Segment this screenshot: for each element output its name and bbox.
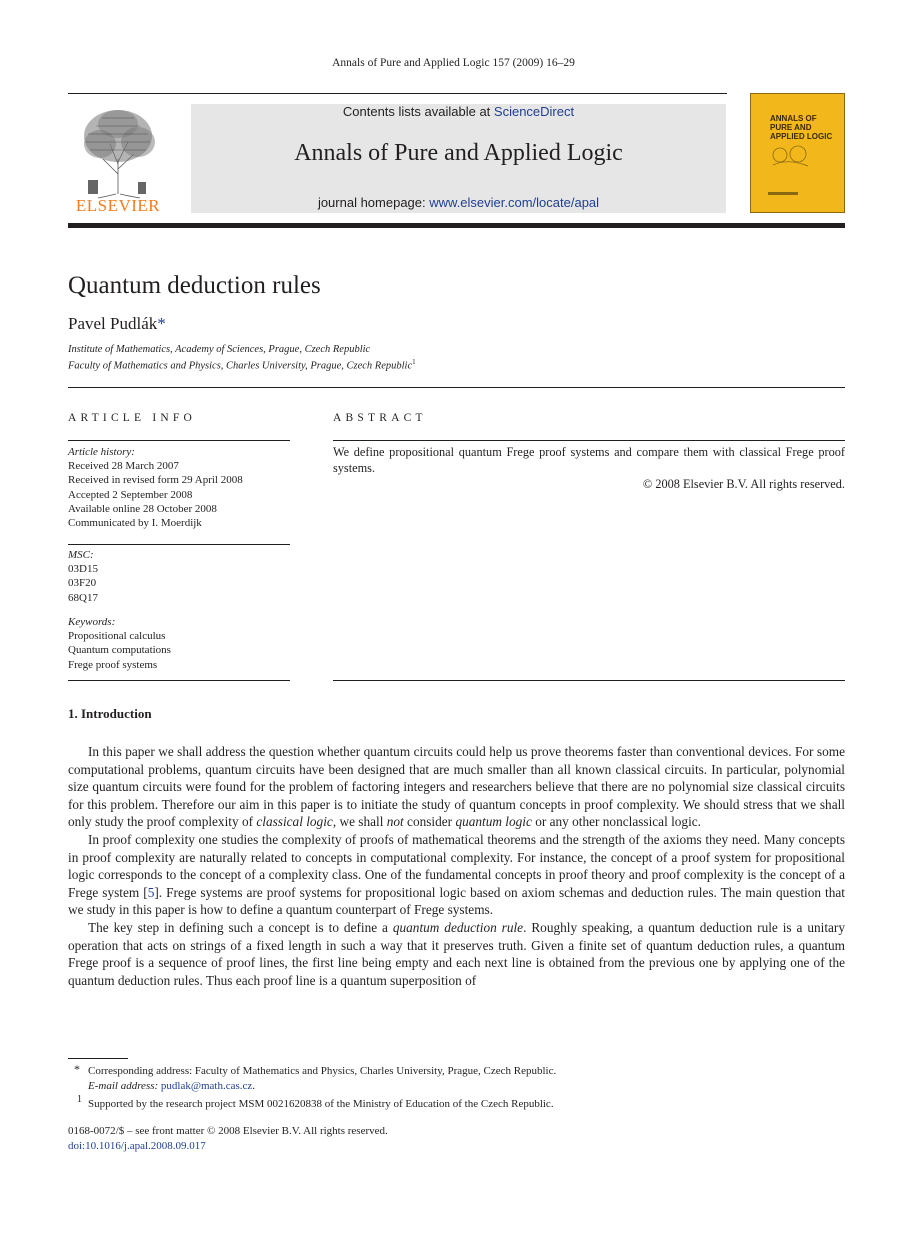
emphasis: classical logic bbox=[256, 814, 333, 830]
article-info-heading: ARTICLE INFO bbox=[68, 412, 196, 424]
keyword: Quantum computations bbox=[68, 644, 171, 657]
abstract-rule bbox=[333, 440, 845, 441]
paragraph-1 bbox=[68, 743, 845, 831]
journal-title: Annals of Pure and Applied Logic bbox=[294, 140, 623, 166]
keyword: Propositional calculus bbox=[68, 630, 166, 643]
article-info-rule bbox=[68, 440, 290, 441]
msc-code: 68Q17 bbox=[68, 591, 98, 604]
cover-title: ANNALS OF PURE AND APPLIED LOGIC bbox=[770, 114, 833, 141]
history-label: Article history: bbox=[68, 446, 135, 458]
history-online: Available online 28 October 2008 bbox=[68, 502, 217, 515]
emphasis: quantum logic bbox=[455, 814, 532, 830]
affiliation-2-mark: 1 bbox=[412, 358, 416, 366]
abstract-copyright: © 2008 Elsevier B.V. All rights reserved. bbox=[642, 477, 845, 491]
issn-block bbox=[68, 1124, 388, 1154]
section-body bbox=[68, 743, 845, 989]
history-accepted: Accepted 2 September 2008 bbox=[68, 488, 193, 501]
keyword: Frege proof systems bbox=[68, 658, 158, 671]
msc-code: 03F20 bbox=[68, 577, 97, 590]
author-name: Pavel Pudlák bbox=[68, 314, 158, 333]
author-footnote-mark[interactable]: * bbox=[157, 314, 166, 333]
author-line bbox=[68, 314, 166, 334]
msc-rule bbox=[68, 544, 290, 545]
article-info-bottom-rule bbox=[68, 680, 290, 681]
affiliation-1: Institute of Mathematics, Academy of Sciences, Prague, Czech Republic bbox=[68, 344, 371, 355]
cover-emblem-icon bbox=[768, 140, 818, 170]
affiliation-2-text: Faculty of Mathematics and Physics, Charles University, Prague, Czech Republic bbox=[68, 360, 413, 372]
article-history bbox=[68, 445, 243, 530]
article-title: Quantum deduction rules bbox=[68, 272, 321, 299]
running-head: Annals of Pure and Applied Logic 157 (2009) 16–29 bbox=[332, 57, 575, 69]
footnote-rule bbox=[68, 1058, 128, 1059]
text-run: ]. Frege systems are proof systems for propositional logic based on axiom schemas and deduction rules. The main question that we study in this paper is how to define a quantum counterpart of Frege systems. bbox=[68, 884, 845, 918]
paragraph-3 bbox=[68, 919, 845, 989]
elsevier-wordmark: ELSEVIER bbox=[75, 196, 161, 215]
issn-line: 0168-0072/$ – see front matter © 2008 Elsevier B.V. All rights reserved. bbox=[68, 1125, 388, 1137]
journal-homepage-link[interactable]: www.elsevier.com/locate/apal bbox=[429, 195, 600, 210]
title-block-rule bbox=[68, 387, 845, 388]
contents-line bbox=[191, 104, 726, 119]
history-communicated: Communicated by I. Moerdijk bbox=[68, 517, 202, 530]
text-run: or any other nonclassical logic. bbox=[531, 814, 702, 830]
footnote-email bbox=[88, 1079, 255, 1094]
email-label: E-mail address: bbox=[88, 1080, 161, 1092]
section-title: 1. Introduction bbox=[68, 706, 152, 721]
doi-link[interactable]: doi:10.1016/j.apal.2008.09.017 bbox=[68, 1140, 206, 1152]
sciencedirect-link[interactable]: ScienceDirect bbox=[493, 104, 575, 119]
text-run: . Roughly speaking, a quantum deduction rule is a unitary operation that acts on strings of a fixed length in such a way that it preserves truth. Given a finite set of quantum deduction rules, a quantum Frege proof is a sequence of proof lines, the first line being empty and each next line is obtained from the previous one by applying one of the quantum deduction rules. Thus each proof line is a quantum superposition of bbox=[68, 919, 845, 988]
history-received: Received 28 March 2007 bbox=[68, 460, 179, 473]
text-run: In proof complexity one studies the complexity of proofs of mathematical theorems and the strength of the axioms they need. Many concepts in proof complexity are naturally related to concepts in computational complexity. For instance, the concept of a proof system for propositional logic corresponds to the concept of a complexity class. One of the fundamental concepts in proof theory and proof complexity is the concept of a Frege system [ bbox=[68, 831, 845, 900]
msc-label: MSC: bbox=[68, 549, 94, 561]
header-thick-rule bbox=[68, 223, 845, 228]
msc-block bbox=[68, 548, 98, 605]
emphasis: not bbox=[386, 814, 404, 830]
affiliation-2 bbox=[68, 358, 416, 372]
emphasis: quantum deduction rule bbox=[392, 919, 524, 935]
citation-link[interactable]: 5 bbox=[147, 884, 155, 900]
email-link[interactable]: pudlak@math.cas.cz bbox=[160, 1080, 253, 1092]
abstract-text: We define propositional quantum Frege proof systems and compare them with classical Frege proof systems. bbox=[333, 445, 845, 475]
history-revised: Received in revised form 29 April 2008 bbox=[68, 474, 243, 487]
header-rule bbox=[68, 93, 727, 94]
keywords-label: Keywords: bbox=[68, 616, 116, 628]
text-run: The key step in defining such a concept is to define a bbox=[88, 919, 393, 935]
keywords-block bbox=[68, 615, 171, 672]
msc-code: 03D15 bbox=[68, 563, 98, 576]
email-end: . bbox=[252, 1080, 256, 1092]
cover-publisher-mark bbox=[768, 192, 798, 195]
text-run: , we shall bbox=[332, 814, 387, 830]
text-run: In this paper we shall address the question whether quantum circuits could help us prove theorems faster than conventional devices. For some computational problems, quantum circuits have been designed that are much smaller than all known classical circuits. In particular, polynomial size quantum circuits were found for the problem of factoring integers and researchers believe that there are no polynomial size classical circuits for this problem. Therefore our aim in this paper is to initiate the study of quantum concepts in proof complexity. We should stress that we shall only study the proof complexity of bbox=[68, 744, 845, 830]
homepage-line bbox=[191, 195, 726, 210]
abstract-heading: ABSTRACT bbox=[333, 412, 427, 424]
footnote-support: Supported by the research project MSM 0021620838 of the Ministry of Education of the Czech Republic. bbox=[88, 1098, 554, 1110]
footnote-one-mark: 1 bbox=[77, 1094, 82, 1105]
abstract-bottom-rule bbox=[333, 680, 845, 681]
text-run: consider bbox=[403, 814, 456, 830]
footnote-star-mark: * bbox=[74, 1062, 80, 1076]
homepage-prefix: journal homepage: bbox=[317, 195, 430, 210]
contents-prefix: Contents lists available at bbox=[342, 104, 494, 119]
footnote-corresponding: Corresponding address: Faculty of Mathematics and Physics, Charles University, Prague, Czech Republic. bbox=[88, 1065, 557, 1077]
paragraph-2 bbox=[68, 831, 845, 919]
